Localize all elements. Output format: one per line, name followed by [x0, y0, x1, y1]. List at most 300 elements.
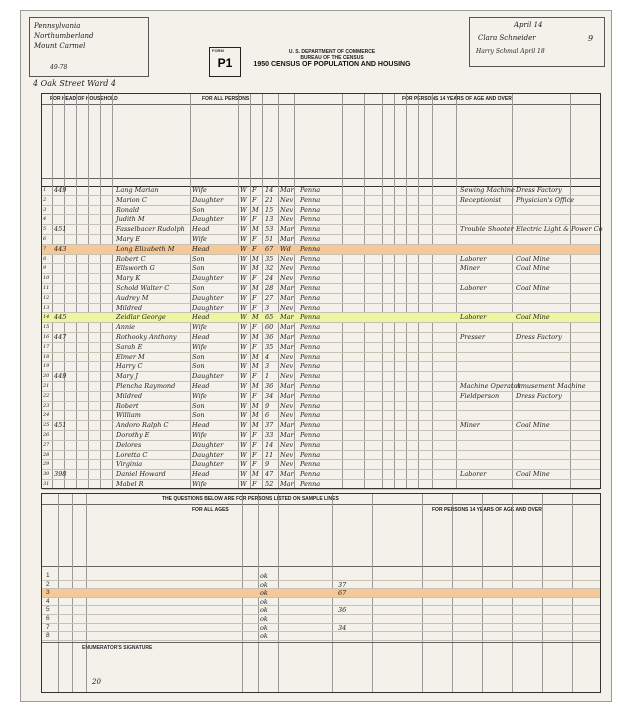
birthplace: Penna	[300, 401, 321, 410]
row-number: 24	[43, 412, 50, 419]
industry: Coal Mine	[516, 254, 550, 263]
sex: M	[252, 313, 259, 322]
table-row	[42, 441, 600, 451]
section-sample: THE QUESTIONS BELOW ARE FOR PERSONS LISTED ON SAMPLE LINES	[162, 496, 339, 502]
occupation: Presser	[460, 333, 485, 341]
person-name: Mary K	[116, 274, 141, 283]
race: W	[240, 470, 247, 479]
table-row	[42, 264, 600, 274]
place-value: Mount Carmel	[34, 42, 86, 50]
sex: M	[252, 421, 259, 430]
dwelling-number: 398	[54, 470, 67, 479]
birthplace: Penna	[300, 440, 321, 449]
marital-status: Mar	[280, 333, 294, 341]
table-row	[42, 245, 600, 255]
sample-value: ok	[260, 632, 268, 641]
birthplace: Penna	[300, 303, 321, 312]
relationship: Daughter	[192, 303, 224, 312]
sex: F	[252, 215, 257, 224]
occupation: Laborer	[460, 284, 487, 292]
marital-status: Nev	[280, 303, 294, 312]
sample-row-number: 8	[46, 632, 50, 640]
age: 14	[265, 186, 274, 194]
race: W	[240, 431, 247, 439]
birthplace: Penna	[300, 342, 321, 351]
table-row	[42, 313, 600, 323]
relationship: Son	[192, 264, 205, 273]
section-household: FOR HEAD OF HOUSEHOLD	[50, 96, 118, 102]
industry: Coal Mine	[516, 470, 550, 479]
race: W	[240, 264, 247, 273]
street-value: 4 Oak Street Ward 4	[33, 79, 116, 88]
marital-status: Nev	[280, 460, 294, 469]
relationship: Daughter	[192, 372, 224, 381]
main-census-table	[41, 93, 601, 489]
age: 32	[265, 264, 274, 273]
marital-status: Mar	[280, 431, 294, 439]
sample-value: ok	[260, 606, 268, 615]
row-number: 25	[43, 422, 50, 429]
row-number: 28	[43, 451, 50, 458]
occupation: Miner	[460, 264, 480, 273]
person-name: Audrey M	[116, 293, 149, 302]
marital-status: Nev	[280, 362, 294, 371]
row-number: 23	[43, 402, 50, 409]
person-name: Mabel R	[116, 480, 144, 488]
relationship: Daughter	[192, 215, 224, 224]
sex: F	[252, 323, 257, 332]
relationship: Son	[192, 411, 205, 420]
row-number: 9	[43, 265, 47, 272]
birthplace: Penna	[300, 264, 321, 273]
location-box	[29, 17, 149, 77]
table-row	[42, 206, 600, 216]
row-number: 6	[43, 236, 47, 242]
ed-value: 49-78	[50, 64, 68, 71]
industry: Coal Mine	[516, 264, 550, 273]
row-number: 18	[43, 353, 50, 360]
birthplace: Penna	[300, 235, 321, 243]
sample-value: ok	[260, 623, 268, 632]
birthplace: Penna	[300, 382, 321, 390]
birthplace: Penna	[300, 284, 321, 292]
county-value: Northumberland	[34, 32, 94, 40]
sex: M	[252, 254, 259, 263]
occupation: Laborer	[460, 470, 487, 479]
dwelling-number: 447	[54, 333, 67, 341]
person-name: Daniel Howard	[116, 470, 166, 479]
row-number: 14	[43, 314, 50, 321]
table-row	[42, 235, 600, 245]
industry: Amusement Machine	[516, 382, 586, 390]
industry: Dress Factory	[516, 333, 562, 341]
industry: Dress Factory	[516, 391, 562, 400]
marital-status: Nev	[280, 274, 294, 283]
race: W	[240, 323, 247, 332]
row-number: 11	[43, 285, 50, 291]
birthplace: Penna	[300, 460, 321, 469]
sex: F	[252, 274, 257, 283]
sex: M	[252, 264, 259, 273]
person-name: Virginia	[116, 460, 143, 469]
sample-value: ok	[260, 580, 268, 589]
age: 4	[265, 352, 270, 361]
race: W	[240, 411, 247, 420]
sample-row	[42, 632, 600, 641]
sample-row	[42, 624, 600, 633]
table-row	[42, 284, 600, 294]
age: 28	[265, 284, 274, 292]
dwelling-number: 445	[54, 313, 67, 322]
state-value: Pennsylvania	[34, 22, 81, 30]
person-name: Harry C	[116, 362, 143, 371]
table-row	[42, 294, 600, 304]
sample-row-number: 1	[46, 572, 50, 579]
sex: M	[252, 333, 259, 341]
marital-status: Nev	[280, 401, 294, 410]
marital-status: Mar	[280, 225, 294, 234]
sample-row	[42, 572, 600, 581]
department-name: U. S. DEPARTMENT OF COMMERCE	[288, 49, 376, 55]
birthplace: Penna	[300, 421, 321, 430]
race: W	[240, 352, 247, 361]
person-name: Andoro Ralph C	[116, 421, 169, 430]
sample-row-number: 5	[46, 606, 50, 614]
marital-status: Nev	[280, 372, 294, 381]
age: 1	[265, 372, 270, 381]
race: W	[240, 313, 247, 322]
race: W	[240, 274, 247, 283]
relationship: Wife	[192, 186, 207, 194]
marital-status: Mar	[280, 470, 294, 479]
marital-status: Mar	[280, 293, 294, 302]
person-name: Judith M	[116, 215, 145, 224]
age: 9	[265, 460, 270, 469]
relationship: Daughter	[192, 460, 224, 469]
sex: M	[252, 411, 259, 420]
table-row	[42, 333, 600, 343]
birthplace: Penna	[300, 470, 321, 479]
table-row	[42, 323, 600, 333]
relationship: Son	[192, 362, 205, 371]
marital-status: Nev	[280, 205, 294, 214]
relationship: Son	[192, 401, 205, 410]
birthplace: Penna	[300, 480, 321, 488]
sex: M	[252, 225, 259, 234]
sample-age: 36	[338, 606, 347, 615]
table-row	[42, 470, 600, 480]
relationship: Head	[192, 244, 210, 253]
sex: F	[252, 195, 257, 204]
industry: Coal Mine	[516, 421, 550, 430]
date-value: April 14	[514, 21, 543, 29]
extra-value: Harry Schmal April 18	[476, 48, 545, 55]
industry: Physician's Office	[516, 195, 575, 204]
age: 35	[265, 342, 274, 351]
row-number: 15	[43, 324, 50, 331]
person-name: Schold Walter C	[116, 284, 170, 292]
relationship: Head	[192, 421, 210, 430]
race: W	[240, 460, 247, 469]
age: 53	[265, 225, 274, 234]
person-name: Delores	[116, 440, 142, 449]
relationship: Wife	[192, 480, 207, 488]
birthplace: Penna	[300, 205, 321, 214]
occupation: Laborer	[460, 254, 487, 263]
birthplace: Penna	[300, 274, 321, 283]
person-name: Mary J	[116, 372, 138, 381]
enumerator-box	[469, 17, 605, 67]
age: 21	[265, 195, 274, 204]
table-row	[42, 460, 600, 470]
section-persons14: FOR PERSONS 14 YEARS OF AGE AND OVER	[402, 96, 512, 102]
table-row	[42, 255, 600, 265]
person-name: Zeidlar George	[116, 313, 166, 322]
relationship: Head	[192, 225, 210, 234]
race: W	[240, 342, 247, 351]
race: W	[240, 225, 247, 234]
form-number: P1	[217, 56, 233, 70]
age: 36	[265, 333, 274, 341]
birthplace: Penna	[300, 215, 321, 224]
relationship: Son	[192, 254, 205, 263]
birthplace: Penna	[300, 323, 321, 332]
age: 60	[265, 323, 274, 332]
age: 35	[265, 254, 274, 263]
race: W	[240, 333, 247, 341]
table-row	[42, 353, 600, 363]
sheet-value: 9	[588, 34, 594, 43]
race: W	[240, 284, 247, 292]
sample-row-number: 6	[46, 615, 50, 622]
row-number: 21	[43, 383, 50, 389]
marital-status: Mar	[280, 284, 294, 292]
relationship: Daughter	[192, 293, 224, 302]
occupation: Trouble Shooter	[460, 225, 514, 234]
relationship: Daughter	[192, 274, 224, 283]
person-name: Robert	[116, 401, 139, 410]
birthplace: Penna	[300, 333, 321, 341]
race: W	[240, 186, 247, 194]
sample-table	[41, 493, 601, 693]
person-name: Elmer M	[116, 352, 145, 361]
birthplace: Penna	[300, 352, 321, 361]
table-row	[42, 196, 600, 206]
relationship: Daughter	[192, 450, 224, 459]
row-number: 7	[43, 245, 47, 252]
person-name: Loretta C	[116, 450, 148, 459]
age: 3	[265, 362, 270, 371]
table-row	[42, 372, 600, 382]
relationship: Son	[192, 284, 205, 292]
person-name: Lang Marian	[116, 186, 159, 194]
race: W	[240, 195, 247, 204]
sex: F	[252, 342, 257, 351]
person-name: William	[116, 411, 141, 420]
sex: F	[252, 480, 257, 488]
person-name: Dorothy E	[116, 431, 150, 439]
sex: M	[252, 401, 259, 410]
sex: M	[252, 382, 259, 390]
table-row	[42, 186, 600, 196]
race: W	[240, 421, 247, 430]
industry: Coal Mine	[516, 284, 550, 292]
race: W	[240, 440, 247, 449]
dwelling-number: 449	[54, 372, 67, 381]
table-row	[42, 451, 600, 461]
person-name: Plencha Raymond	[116, 382, 176, 390]
sex: F	[252, 391, 257, 400]
occupation: Sewing Machine	[460, 186, 515, 194]
marital-status: Nev	[280, 440, 294, 449]
sex: M	[252, 352, 259, 361]
marital-status: Mar	[280, 323, 294, 332]
relationship: Wife	[192, 391, 207, 400]
marital-status: Wd	[280, 244, 291, 253]
person-name: Mary E	[116, 235, 141, 243]
race: W	[240, 382, 247, 390]
occupation: Machine Operator	[460, 382, 521, 390]
row-number: 10	[43, 275, 50, 282]
row-number: 29	[43, 461, 50, 468]
age: 27	[265, 293, 274, 302]
form-title-block	[247, 49, 417, 68]
birthplace: Penna	[300, 372, 321, 381]
person-name: Rothooky Anthony	[116, 333, 177, 341]
age: 6	[265, 411, 270, 420]
race: W	[240, 480, 247, 488]
row-number: 22	[43, 392, 50, 399]
sample-age: 67	[338, 589, 347, 598]
signature-label: ENUMERATOR'S SIGNATURE	[82, 645, 153, 651]
industry: Electric Light & Power Co	[516, 225, 603, 234]
row-number: 8	[43, 255, 47, 262]
row-number: 5	[43, 226, 47, 233]
dwelling-number: 451	[54, 421, 67, 430]
birthplace: Penna	[300, 293, 321, 302]
race: W	[240, 372, 247, 381]
age: 37	[265, 421, 274, 430]
table-row	[42, 392, 600, 402]
person-name: Ellsworth G	[116, 264, 155, 273]
row-number: 31	[43, 481, 50, 487]
birthplace: Penna	[300, 450, 321, 459]
sex: M	[252, 470, 259, 479]
sex: M	[252, 362, 259, 371]
row-number: 16	[43, 334, 50, 340]
race: W	[240, 401, 247, 410]
table-row	[42, 421, 600, 431]
sex: F	[252, 186, 257, 194]
race: W	[240, 205, 247, 214]
age: 52	[265, 480, 274, 488]
table-row	[42, 411, 600, 421]
age: 14	[265, 440, 274, 449]
row-number: 19	[43, 363, 50, 370]
relationship: Head	[192, 470, 210, 479]
table-row	[42, 215, 600, 225]
relationship: Daughter	[192, 440, 224, 449]
table-row	[42, 362, 600, 372]
age: 33	[265, 431, 274, 439]
row-number: 4	[43, 216, 47, 223]
enumerator-value: Clara Schneider	[478, 34, 536, 42]
relationship: Wife	[192, 342, 207, 351]
section-sample-14: FOR PERSONS 14 YEARS OF AGE AND OVER	[432, 507, 542, 513]
sample-row	[42, 581, 600, 590]
occupation: Miner	[460, 421, 480, 430]
birthplace: Penna	[300, 391, 321, 400]
age: 47	[265, 470, 274, 479]
row-number: 12	[43, 294, 50, 301]
birthplace: Penna	[300, 244, 321, 253]
occupation: Fieldperson	[460, 391, 500, 400]
census-page	[20, 10, 612, 702]
sex: F	[252, 431, 257, 439]
age: 13	[265, 215, 274, 224]
marital-status: Mar	[280, 313, 294, 322]
relationship: Wife	[192, 235, 207, 243]
sample-row-number: 4	[46, 597, 50, 605]
table-row	[42, 225, 603, 235]
birthplace: Penna	[300, 225, 321, 234]
sample-row	[42, 589, 600, 598]
sex: F	[252, 244, 257, 253]
sex: F	[252, 440, 257, 449]
dwelling-number: 443	[54, 244, 67, 253]
marital-status: Mar	[280, 391, 294, 400]
sample-value: ok	[260, 589, 268, 598]
row-number: 27	[43, 441, 50, 448]
race: W	[240, 244, 247, 253]
age: 67	[265, 244, 274, 253]
sample-row-number: 2	[46, 580, 50, 588]
marital-status: Mar	[280, 421, 294, 430]
person-name: Mildred	[116, 391, 143, 400]
row-number: 26	[43, 432, 50, 438]
age: 3	[265, 303, 270, 312]
age: 34	[265, 391, 274, 400]
person-name: Fasselbacer Rudolph	[116, 225, 185, 234]
row-number: 17	[43, 343, 50, 350]
marital-status: Nev	[280, 254, 294, 263]
age: 65	[265, 313, 274, 322]
race: W	[240, 362, 247, 371]
person-name: Ronald	[116, 205, 140, 214]
sex: F	[252, 372, 257, 381]
occupation: Laborer	[460, 313, 487, 322]
dwelling-number: 449	[54, 186, 67, 194]
relationship: Son	[192, 205, 205, 214]
race: W	[240, 303, 247, 312]
birthplace: Penna	[300, 254, 321, 263]
race: W	[240, 254, 247, 263]
industry: Coal Mine	[516, 313, 550, 322]
age: 51	[265, 235, 274, 243]
sex: M	[252, 284, 259, 292]
marital-status: Mar	[280, 480, 294, 488]
table-header	[42, 94, 600, 187]
table-row	[42, 382, 600, 392]
footer-page-note: 20	[92, 678, 101, 686]
marital-status: Nev	[280, 411, 294, 420]
birthplace: Penna	[300, 195, 321, 204]
marital-status: Nev	[280, 450, 294, 459]
sex: F	[252, 303, 257, 312]
sample-value: ok	[260, 597, 268, 606]
section-sample-all: FOR ALL AGES	[192, 507, 229, 513]
sample-row	[42, 615, 600, 624]
